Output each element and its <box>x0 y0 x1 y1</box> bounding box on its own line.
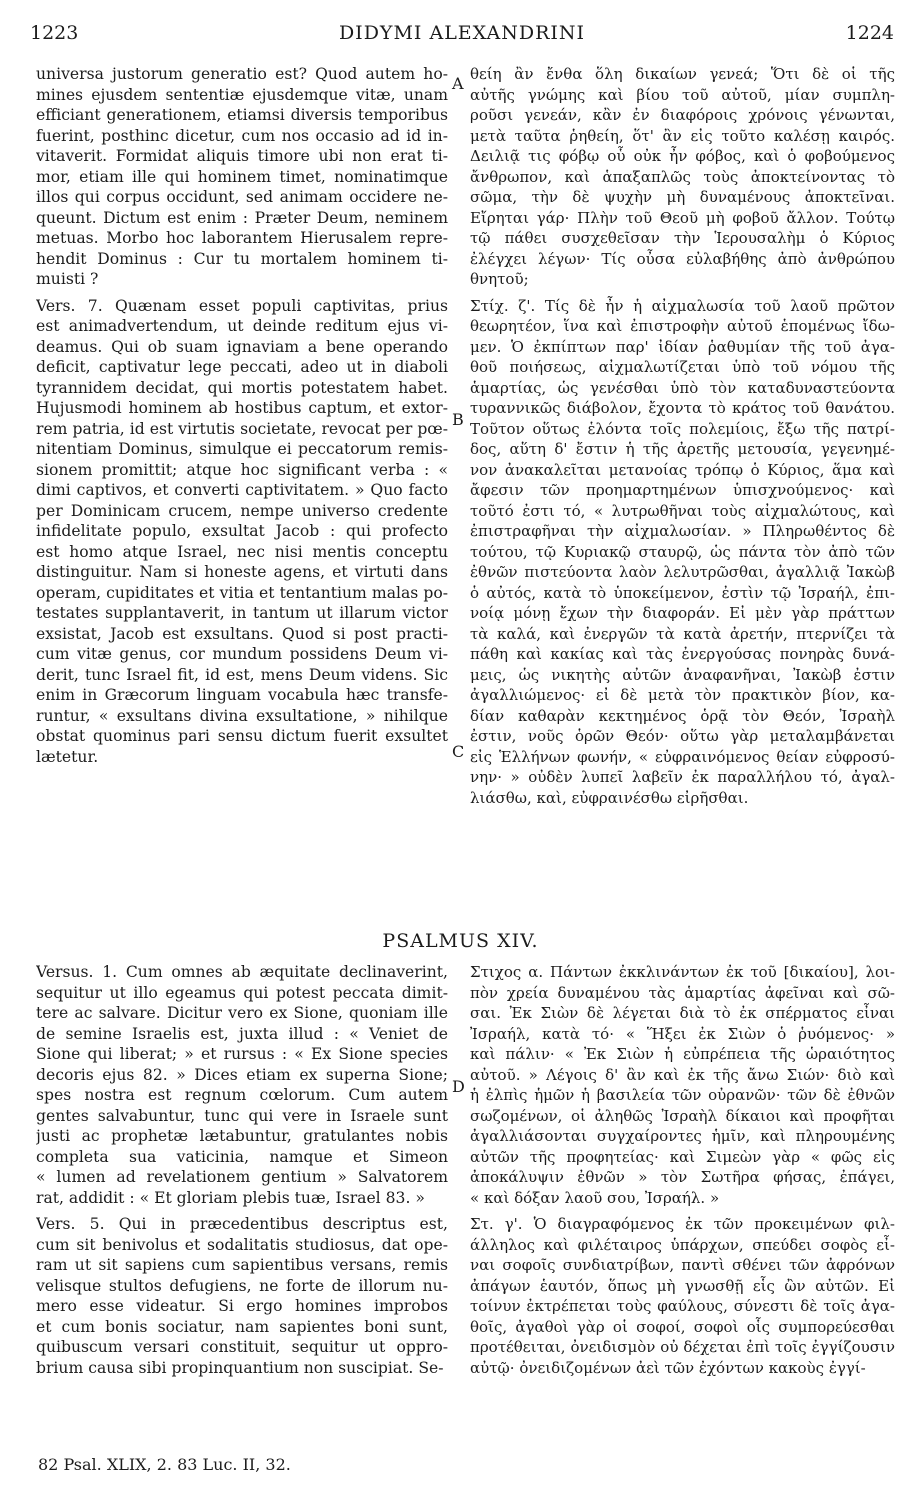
text-line: dimi captivos, et converti captivitatem. » Quo facto <box>36 481 448 499</box>
text-line: universa justorum generatio est? Quod autem ho- <box>36 65 448 83</box>
text-line: illos qui corpus occidunt, sed animam occidere ne- <box>36 188 448 206</box>
text-line: ἀποκάλυψιν ἐθνῶν » τὸν Σωτῆρα φήσας, ἐπάγει, <box>470 1168 895 1186</box>
margin-letter-b: B <box>452 410 464 429</box>
margin-letter-a: A <box>452 74 464 93</box>
text-line: δίαν καθαρὰν κεκτημένος ὁρᾷ τὸν Θεόν, Ἰσραὴλ <box>470 706 895 725</box>
text-line: σῶμα, τὴν δὲ ψυχὴν μὴ δυναμένους ἀποκτεῖναι. <box>470 188 895 206</box>
text-line: Ἰσραήλ, κατὰ τό· « Ἥξει ἐκ Σιὼν ὁ ῥυόμενος· » <box>470 1024 895 1043</box>
text-line: σαι. Ἐκ Σιὼν δὲ λέγεται διὰ τὸ ἐκ σπέρματος εἶναι <box>470 1004 895 1022</box>
text-line: justi ac prophetæ lætabuntur, gratulantes nobis <box>36 1127 448 1145</box>
text-line: sequitur ut illo egeamus qui potest peccata dimit- <box>36 983 448 1002</box>
footnotes: 82 Psal. XLIX, 2. 83 Luc. II, 32. <box>38 1455 291 1474</box>
text-line: Hujusmodi hominem ab hostibus captum, et extor- <box>36 399 448 417</box>
text-line: et cum bonis sociatur, nam sapientes boni sunt, <box>36 1317 448 1336</box>
text-line: completa sua vaticinia, namque et Simeon <box>36 1147 448 1166</box>
text-line: εἰς Ἑλλήνων φωνήν, « εὐφραινόμενος θείαν εὐφροσύ- <box>470 747 895 766</box>
text-line: nitentiam Dominus, simulque ei peccatorum remis- <box>36 440 448 458</box>
text-line: infidelitate populo, exsultat Jacob : qui profecto <box>36 522 448 540</box>
greek-column-top <box>470 64 895 932</box>
text-line: runtur, « exsultans divina exsultatione, » nihilque <box>36 706 448 725</box>
text-line: « lumen ad revelationem gentium » Salvatorem <box>36 1168 448 1186</box>
text-line: brium causa sibi propinquantium non suscipiat. Se- <box>36 1358 444 1377</box>
text-line: καὶ πάλιν· « Ἐκ Σιὼν ἡ εὐπρέπεια τῆς ὡραιότητος <box>470 1045 895 1063</box>
text-line: mines ejusdem sententiæ ejusdemque vitæ, unam <box>36 85 448 104</box>
margin-letter-d: D <box>452 1077 465 1096</box>
text-line: distinguitur. Nam si honeste agens, et virtuti dans <box>36 563 448 581</box>
text-line: θεωρητέον, ἵνα καὶ ἐπιστροφὴν αὐτοῦ ἑπομένως ἴδω- <box>470 317 895 335</box>
text-line: ἀγαλλιάσονται συγχαίροντες ἡμῖν, καὶ πληρουμένης <box>470 1127 895 1145</box>
text-line: ναι σοφοῖς συνδιατρίβων, παντὶ σθένει τῶν ἀφρόνων <box>470 1256 895 1274</box>
page-number-left: 1223 <box>30 22 79 44</box>
running-title: DIDYMI ALEXANDRINI <box>338 22 586 44</box>
text-line: μεν. Ὁ ἐκπίπτων παρ' ἰδίαν ῥαθυμίαν τῆς τοῦ ἀγα- <box>470 337 895 356</box>
text-line: ὁ αὐτός, κατὰ τὸ ὑποκείμενον, ἐστὶν τῷ Ἰσραήλ, ἐπι- <box>470 583 895 602</box>
text-line: fuerint, posthinc dicetur, cum nos occasio ad id in- <box>36 126 448 145</box>
text-line: θνητοῦ; <box>470 270 529 288</box>
text-line: Στίχ. ζ'. Τίς δὲ ἦν ἡ αἰχμαλωσία τοῦ λαοῦ πρῶτον <box>470 296 895 315</box>
text-line: operam, cupiditates et vitia et tentantium malas po- <box>36 583 448 602</box>
text-line: testates supplantaverit, in tantum ut illarum victor <box>36 604 448 622</box>
page-header <box>30 22 894 48</box>
text-line: τοίνυν ἐκτρέπεται τοὺς φαύλους, σύνεστι δὲ τοῖς ἀγα- <box>470 1297 895 1315</box>
latin-column-bottom <box>36 962 448 1432</box>
text-line: ἐλέγχει λέγων· Τίς οὖσα εὐλαβήθης ἀπὸ ἀνθρώπου <box>470 249 895 268</box>
text-line: rat, addidit : « Et gloriam plebis tuæ, Israel 83. » <box>36 1188 425 1207</box>
text-line: cum sit benivolus et sodalitatis studiosus, dat ope- <box>36 1235 448 1254</box>
text-line: per Dominicam crucem, nempe universo credente <box>36 501 448 520</box>
text-line: θοῦ ποιήσεως, αἰχμαλωτίζεται ὑπὸ τοῦ νόμου τῆς <box>470 358 895 376</box>
text-line: Εἴρηται γάρ· Πλὴν τοῦ Θεοῦ μὴ φοβοῦ ἄλλον. Τούτῳ <box>470 208 895 227</box>
text-line: ροῦσι γενεάν, κἂν ἐν διαφόροις χρόνοις γένωνται, <box>470 106 895 124</box>
text-line: τὰ καλά, καὶ ἐνεργῶν τὰ κατὰ ἀρετήν, πτερνίζει τὰ <box>470 624 895 643</box>
text-line: gentes salvabuntur, tunc qui vere in Israele sunt <box>36 1106 448 1125</box>
latin-column-top <box>36 64 448 932</box>
text-line: est homo atque Israel, nec nisi mentis conceptu <box>36 542 448 561</box>
text-line: Στ. γ'. Ὁ διαγραφόμενος ἐκ τῶν προκειμένων φιλ- <box>470 1215 895 1233</box>
text-line: ἐπιστραφῆναι τὴν αἰχμαλωσίαν. » Πληρωθέντος δὲ <box>470 522 895 540</box>
text-line: enim in Græcorum linguam vocabula hæc transfe- <box>36 686 448 704</box>
text-line: ἁμαρτίας, ὡς γενέσθαι ὑπὸ τὸν καταδυναστεύοντα <box>470 378 895 397</box>
text-line: τούτου, τῷ Κυριακῷ σταυρῷ, ὡς πάντα τὸν ἀπὸ τῶν <box>470 542 895 561</box>
text-line: Vers. 7. Quænam esset populi captivitas, prius <box>36 296 448 315</box>
text-line: decoris ejus 82. » Dices etiam ex superna Sione; <box>36 1065 448 1084</box>
text-line: τοῦτό ἐστι τό, « λυτρωθῆναι τοὺς αἰχμαλώτους, καὶ <box>470 501 895 520</box>
text-line: ἀγαλλιώμενος· εἰ δὲ μετὰ τὸν πρακτικὸν βίον, κα- <box>470 686 895 704</box>
text-line: πὸν χρεία δυναμένου τὰς ἁμαρτίας ἀφεῖναι καὶ σῶ- <box>470 983 895 1002</box>
psalm-title: PSALMUS XIV. <box>382 930 539 952</box>
text-line: ἐθνῶν πιστεύοντα λαὸν λελυτρῶσθαι, ἀγαλλιᾷ Ἰακὼβ <box>470 563 895 581</box>
text-line: Vers. 5. Qui in præcedentibus descriptus est, <box>36 1215 448 1233</box>
text-line: metuas. Morbo hoc laborantem Hierusalem repre- <box>36 229 448 247</box>
text-line: ἄφεσιν τῶν προημαρτημένων ὑπισχνούμενος· καὶ <box>470 481 895 499</box>
text-line: spes nostra est regnum cœlorum. Cum autem <box>36 1086 448 1104</box>
text-line: προτέθειται, ὀνειδισμὸν οὐ δέχεται ἐπὶ τοῖς ἐγγίζουσιν <box>470 1338 895 1356</box>
text-line: ἄνθρωπον, καὶ ἁπαξαπλῶς τοὺς ἀποκτείνοντας τὸ <box>470 167 895 186</box>
text-line: θείη ἂν ἔνθα ὅλη δικαίων γενεά; Ὅτι δὲ οἱ τῆς <box>470 65 895 83</box>
text-line: αὐτῶν τῆς προφητείας· καὶ Σιμεὼν γὰρ « φῶς εἰς <box>470 1147 895 1166</box>
text-line: ἀπάγων ἑαυτόν, ὅπως μὴ γνωσθῇ εἷς ὢν αὐτῶν. Εἰ <box>470 1276 895 1295</box>
text-line: αὐτῷ· ὀνειδιζομένων ἀεὶ τῶν ἐχόντων κακοὺς ἐγγί- <box>470 1358 866 1377</box>
text-line: sionem promittit; atque hoc significant verba : « <box>36 460 448 479</box>
text-line: Δειλιᾷ τις φόβῳ οὗ οὐκ ἦν φόβος, καὶ ὁ φοβούμενος <box>470 147 895 165</box>
text-line: exsistat, Jacob est exsultans. Quod si post practi- <box>36 624 448 643</box>
text-line: Τοῦτον οὕτως ἑλόντα τοῖς πολεμίοις, ἔξω τῆς πατρί- <box>470 419 895 438</box>
text-line: νοίᾳ μόνῃ ἔχων τὴν διαφοράν. Εἰ μὲν γὰρ πράττων <box>470 604 895 622</box>
greek-column-bottom <box>470 962 895 1432</box>
text-line: θοῖς, ἀγαθοὶ γὰρ οἱ σοφοί, σοφοὶ οἷς συμπορεύεσθαι <box>470 1317 895 1336</box>
text-line: deamus. Qui ob suam ignaviam a bene operando <box>36 337 448 356</box>
page-number-right: 1224 <box>845 22 894 44</box>
text-line: νον ἀνακαλεῖται μετανοίας τρόπῳ ὁ Κύριος, ἅμα καὶ <box>470 460 895 479</box>
text-line: tyrannidem decidat, qui mortis potestatem habet. <box>36 378 448 397</box>
text-line: deficit, captivatur lege peccati, adeo ut in diaboli <box>36 358 448 376</box>
text-line: cum vitæ genus, cor mundum possidens Deum vi- <box>36 645 448 663</box>
text-line: rem patria, id est virtutis societate, revocat per pœ- <box>36 419 448 438</box>
text-line: Sione qui liberat; » et rursus : « Ex Sione species <box>36 1045 448 1063</box>
text-line: hendit Dominus : Cur tu mortalem hominem ti- <box>36 249 448 268</box>
text-line: quibuscum versari constituit, sequitur ut oppro- <box>36 1338 448 1356</box>
text-line: « καὶ δόξαν λαοῦ σου, Ἰσραήλ. » <box>470 1188 720 1207</box>
text-line: vitaverit. Formidat aliquis timore ubi non erat ti- <box>36 147 448 165</box>
text-line: αὐτῆς γνώμης καὶ βίου τοῦ αὐτοῦ, μίαν συμπλη- <box>470 85 895 104</box>
text-line: ἡ ἐλπὶς ἡμῶν ἡ βασιλεία τῶν οὐρανῶν· τῶν δὲ ἐθνῶν <box>470 1086 895 1104</box>
text-line: μεις, ὡς νικητὴς αὐτῶν ἀναφανῆναι, Ἰακὼβ ἐστιν <box>470 665 895 684</box>
text-line: μετὰ ταῦτα ῥηθείη, ὅτ' ἂν εἰς τοῦτο καλέσῃ καιρός. <box>470 126 895 145</box>
text-line: σωζομένων, οἱ ἀληθῶς Ἰσραὴλ δίκαιοι καὶ προφῆται <box>470 1106 895 1125</box>
text-line: τυραννικῶς διάβολον, ἔχοντα τὸ κράτος τοῦ θανάτου. <box>470 399 895 417</box>
text-line: mero esse videatur. Si ergo homines improbos <box>36 1297 448 1315</box>
text-line: muisti ? <box>36 270 99 288</box>
text-line: queunt. Dictum est enim : Præter Deum, neminem <box>36 208 448 227</box>
text-line: λιάσθω, καὶ, εὐφραινέσθω εἰρῆσθαι. <box>470 788 749 807</box>
text-line: derit, tunc Israel fit, id est, mens Deum videns. Sic <box>36 665 448 684</box>
text-line: obstat quominus pari sensu dictum fuerit exsultet <box>36 727 448 745</box>
text-line: άλληλος καὶ φιλέταιρος ὑπάρχων, σπεύδει σοφὸς εἶ- <box>470 1235 895 1254</box>
text-line: δος, αὕτη δ' ἔστιν ἡ τῆς ἀρετῆς μετουσία, γεγενημέ- <box>470 440 895 458</box>
text-line: ram ut sit sapiens cum sapientibus versans, remis <box>36 1256 448 1274</box>
text-line: ἐστιν, νοῦς ὁρῶν Θεόν· οὕτω γὰρ μεταλαμβάνεται <box>470 727 895 745</box>
text-line: Στιχος α. Πάντων ἐκκλινάντων ἐκ τοῦ [δικαίου], λοι- <box>470 963 895 981</box>
text-line: de semine Israelis est, juxta illud : « Veniet de <box>36 1024 448 1043</box>
text-line: lætetur. <box>36 747 99 766</box>
text-line: tere ac salvare. Dicitur vero ex Sione, quoniam ille <box>36 1004 448 1022</box>
text-line: αὐτοῦ. » Λέγοις δ' ἂν καὶ ἐκ τῆς ἄνω Σιών· διὸ καὶ <box>470 1065 895 1084</box>
text-line: πάθη καὶ κακίας καὶ τὰς ἐνεργούσας πονηρὰς δυνά- <box>470 645 895 663</box>
text-line: efficiant generationem, etiamsi diversis temporibus <box>36 106 448 124</box>
text-line: est animadvertendum, ut deinde reditum ejus vi- <box>36 317 448 335</box>
text-line: mor, etiam ille qui hominem timet, nominatimque <box>36 167 448 186</box>
text-line: Versus. 1. Cum omnes ab æquitate declinaverint, <box>36 963 448 981</box>
text-line: velisque stultos defugiens, ne forte de illorum nu- <box>36 1276 448 1295</box>
text-line: νην· » οὐδὲν λυπεῖ λαβεῖν ἐκ παραλλήλου τό, ἀγαλ- <box>470 768 895 786</box>
text-line: τῷ πάθει συσχεθεῖσαν τὴν Ἱερουσαλὴμ ὁ Κύριος <box>470 229 895 247</box>
margin-letter-c: C <box>452 742 465 761</box>
